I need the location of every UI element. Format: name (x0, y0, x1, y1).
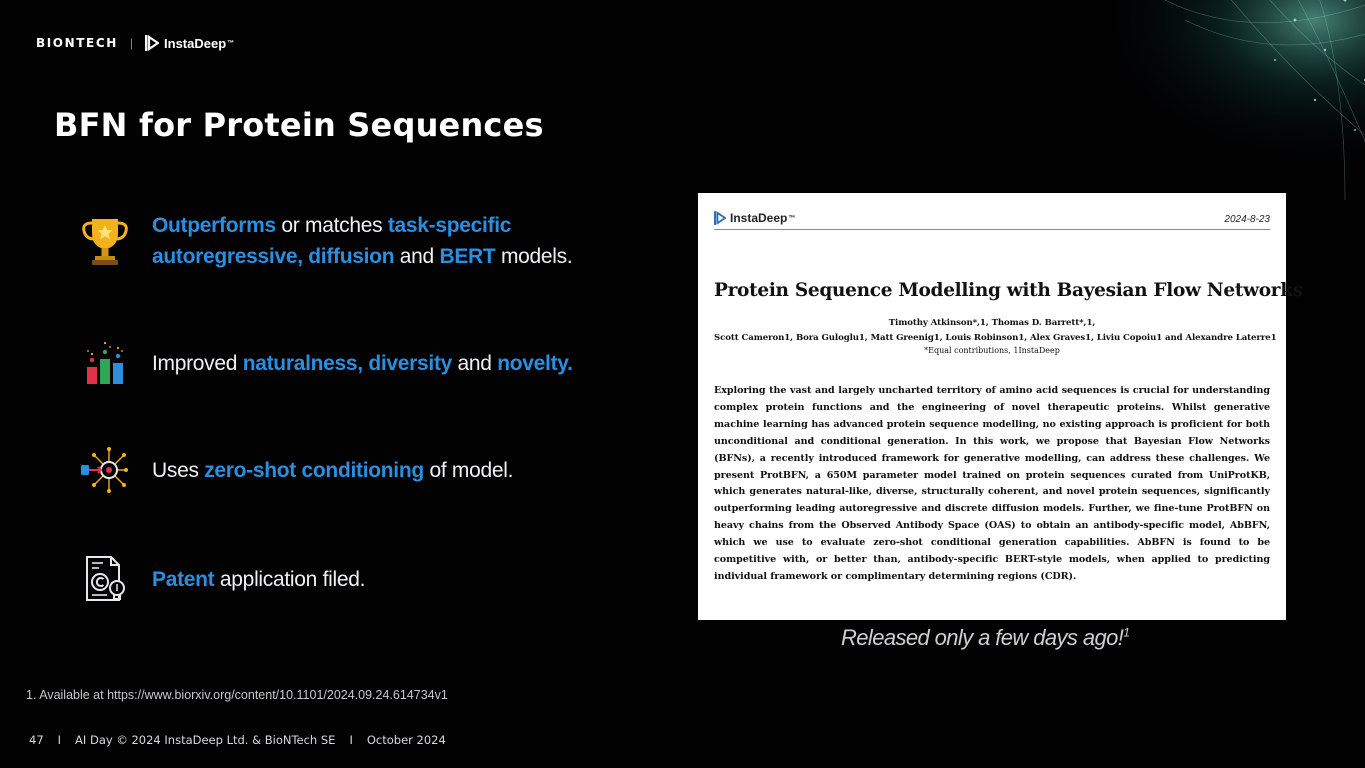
paper-affiliation: *Equal contributions, 1InstaDeep (924, 346, 1060, 355)
bullet-text-part: BERT (439, 245, 496, 268)
bullet-text-part: task-specific autoregressive, diffusion (152, 214, 512, 268)
footer-separator: I (349, 733, 353, 747)
bullet-text-part: Patent (152, 567, 215, 591)
bullet-conditioning (78, 443, 513, 497)
bullet-quality (78, 336, 573, 390)
logo-separator: | (129, 36, 134, 50)
paper-header (714, 193, 1270, 230)
bullet-text-part: Outperforms (152, 214, 276, 237)
bullet-text-part: zero-shot conditioning (204, 458, 424, 482)
caption-text: Released only a few days ago! (841, 625, 1124, 650)
paper-authors (714, 316, 1277, 346)
bullet-text-part: application filed. (214, 567, 366, 591)
bullet-text-part: Improved (152, 351, 243, 375)
paper-abstract: Exploring the vast and largely uncharted territory of amino acid sequences is crucial for understanding complex protein functions and the engineering of novel therapeutic proteins. Whilst generative machine learning has advanced protein sequence modelling, no existing approach is proficient for both unconditional and conditional generation. In this work, we propose that Bayesian Flow Networks (BFNs), a recently introduced framework for generative modelling, can address these challenges. We present ProtBFN, a 650M parameter model trained on protein sequences curated from UniProtKB, which generates natural-like, diverse, structurally coherent, and novel protein sequences, significantly outperforming leading autoregressive and discrete diffusion models. Further, we fine-tune ProtBFN on heavy chains from the Observed Antibody Space (OAS) to obtain an antibody-specific model, AbBFN, which we use to evaluate zero-shot conditional generation capabilities. AbBFN is found to be competitive with, or better than, antibody-specific BERT-style models, when applied to predicting individual framework or complimentary determining regions (CDR). (714, 385, 1270, 582)
paper-authors-line: Timothy Atkinson*,1, Thomas D. Barrett*,1, (888, 318, 1096, 328)
patent-icon (78, 552, 132, 606)
paper-preview (698, 193, 1303, 620)
paper-title: Protein Sequence Modelling with Bayesian Flow Networks (714, 280, 1303, 301)
footnote: 1. Available at https://www.biorxiv.org/content/10.1101/2024.09.24.614734v1 (26, 688, 448, 702)
bullet-text-part: novelty. (497, 351, 573, 375)
bullet-text (152, 348, 573, 379)
page-number: 47 (29, 733, 44, 747)
slide-footer (29, 733, 446, 747)
release-caption (841, 625, 1129, 651)
paper-date: 2024-8-23 (1224, 214, 1270, 225)
bullet-text (152, 564, 365, 595)
bullet-text-part: Uses (152, 458, 205, 482)
bullet-patent (78, 552, 365, 606)
bullet-text (152, 455, 513, 486)
caption-footnote-marker: 1 (1123, 625, 1130, 640)
footer-separator: I (57, 733, 62, 747)
trophy-icon (78, 214, 132, 268)
instadeep-mark-icon (145, 35, 159, 51)
trademark: ™ (227, 39, 235, 47)
bullet-text-part: or matches (275, 214, 388, 237)
bullet-performance (78, 210, 592, 272)
instadeep-wordmark: InstaDeep (164, 35, 227, 51)
bullet-text-part: of model. (423, 458, 514, 482)
paper-instadeep-logo (714, 211, 795, 225)
bullet-text-part: naturalness, diversity (242, 351, 453, 375)
paper-logo-text: InstaDeep (730, 211, 788, 225)
bar-chart-icon (78, 336, 132, 390)
bullet-text-part: models. (495, 245, 573, 268)
network-gear-icon (78, 443, 132, 497)
bullet-text-part: and (452, 351, 498, 375)
instadeep-logo (145, 35, 234, 51)
logo-bar (36, 33, 234, 53)
bullet-text-part: and (394, 245, 440, 268)
footer-date: October 2024 (366, 733, 446, 747)
slide-title: BFN for Protein Sequences (54, 106, 544, 144)
trademark: ™ (788, 214, 796, 222)
bullet-text (152, 210, 592, 272)
paper-authors-line: Scott Cameron1, Bora Guloglu1, Matt Greenig1, Louis Robinson1, Alex Graves1, Liviu Copoiu1 and Alexandre Laterre1 (714, 333, 1277, 343)
biontech-logo: BIONTECH (36, 36, 118, 50)
instadeep-mark-icon (714, 211, 726, 225)
footer-copyright: AI Day © 2024 InstaDeep Ltd. & BioNTech SE (75, 733, 336, 747)
decorative-network-graphic (1045, 0, 1365, 200)
